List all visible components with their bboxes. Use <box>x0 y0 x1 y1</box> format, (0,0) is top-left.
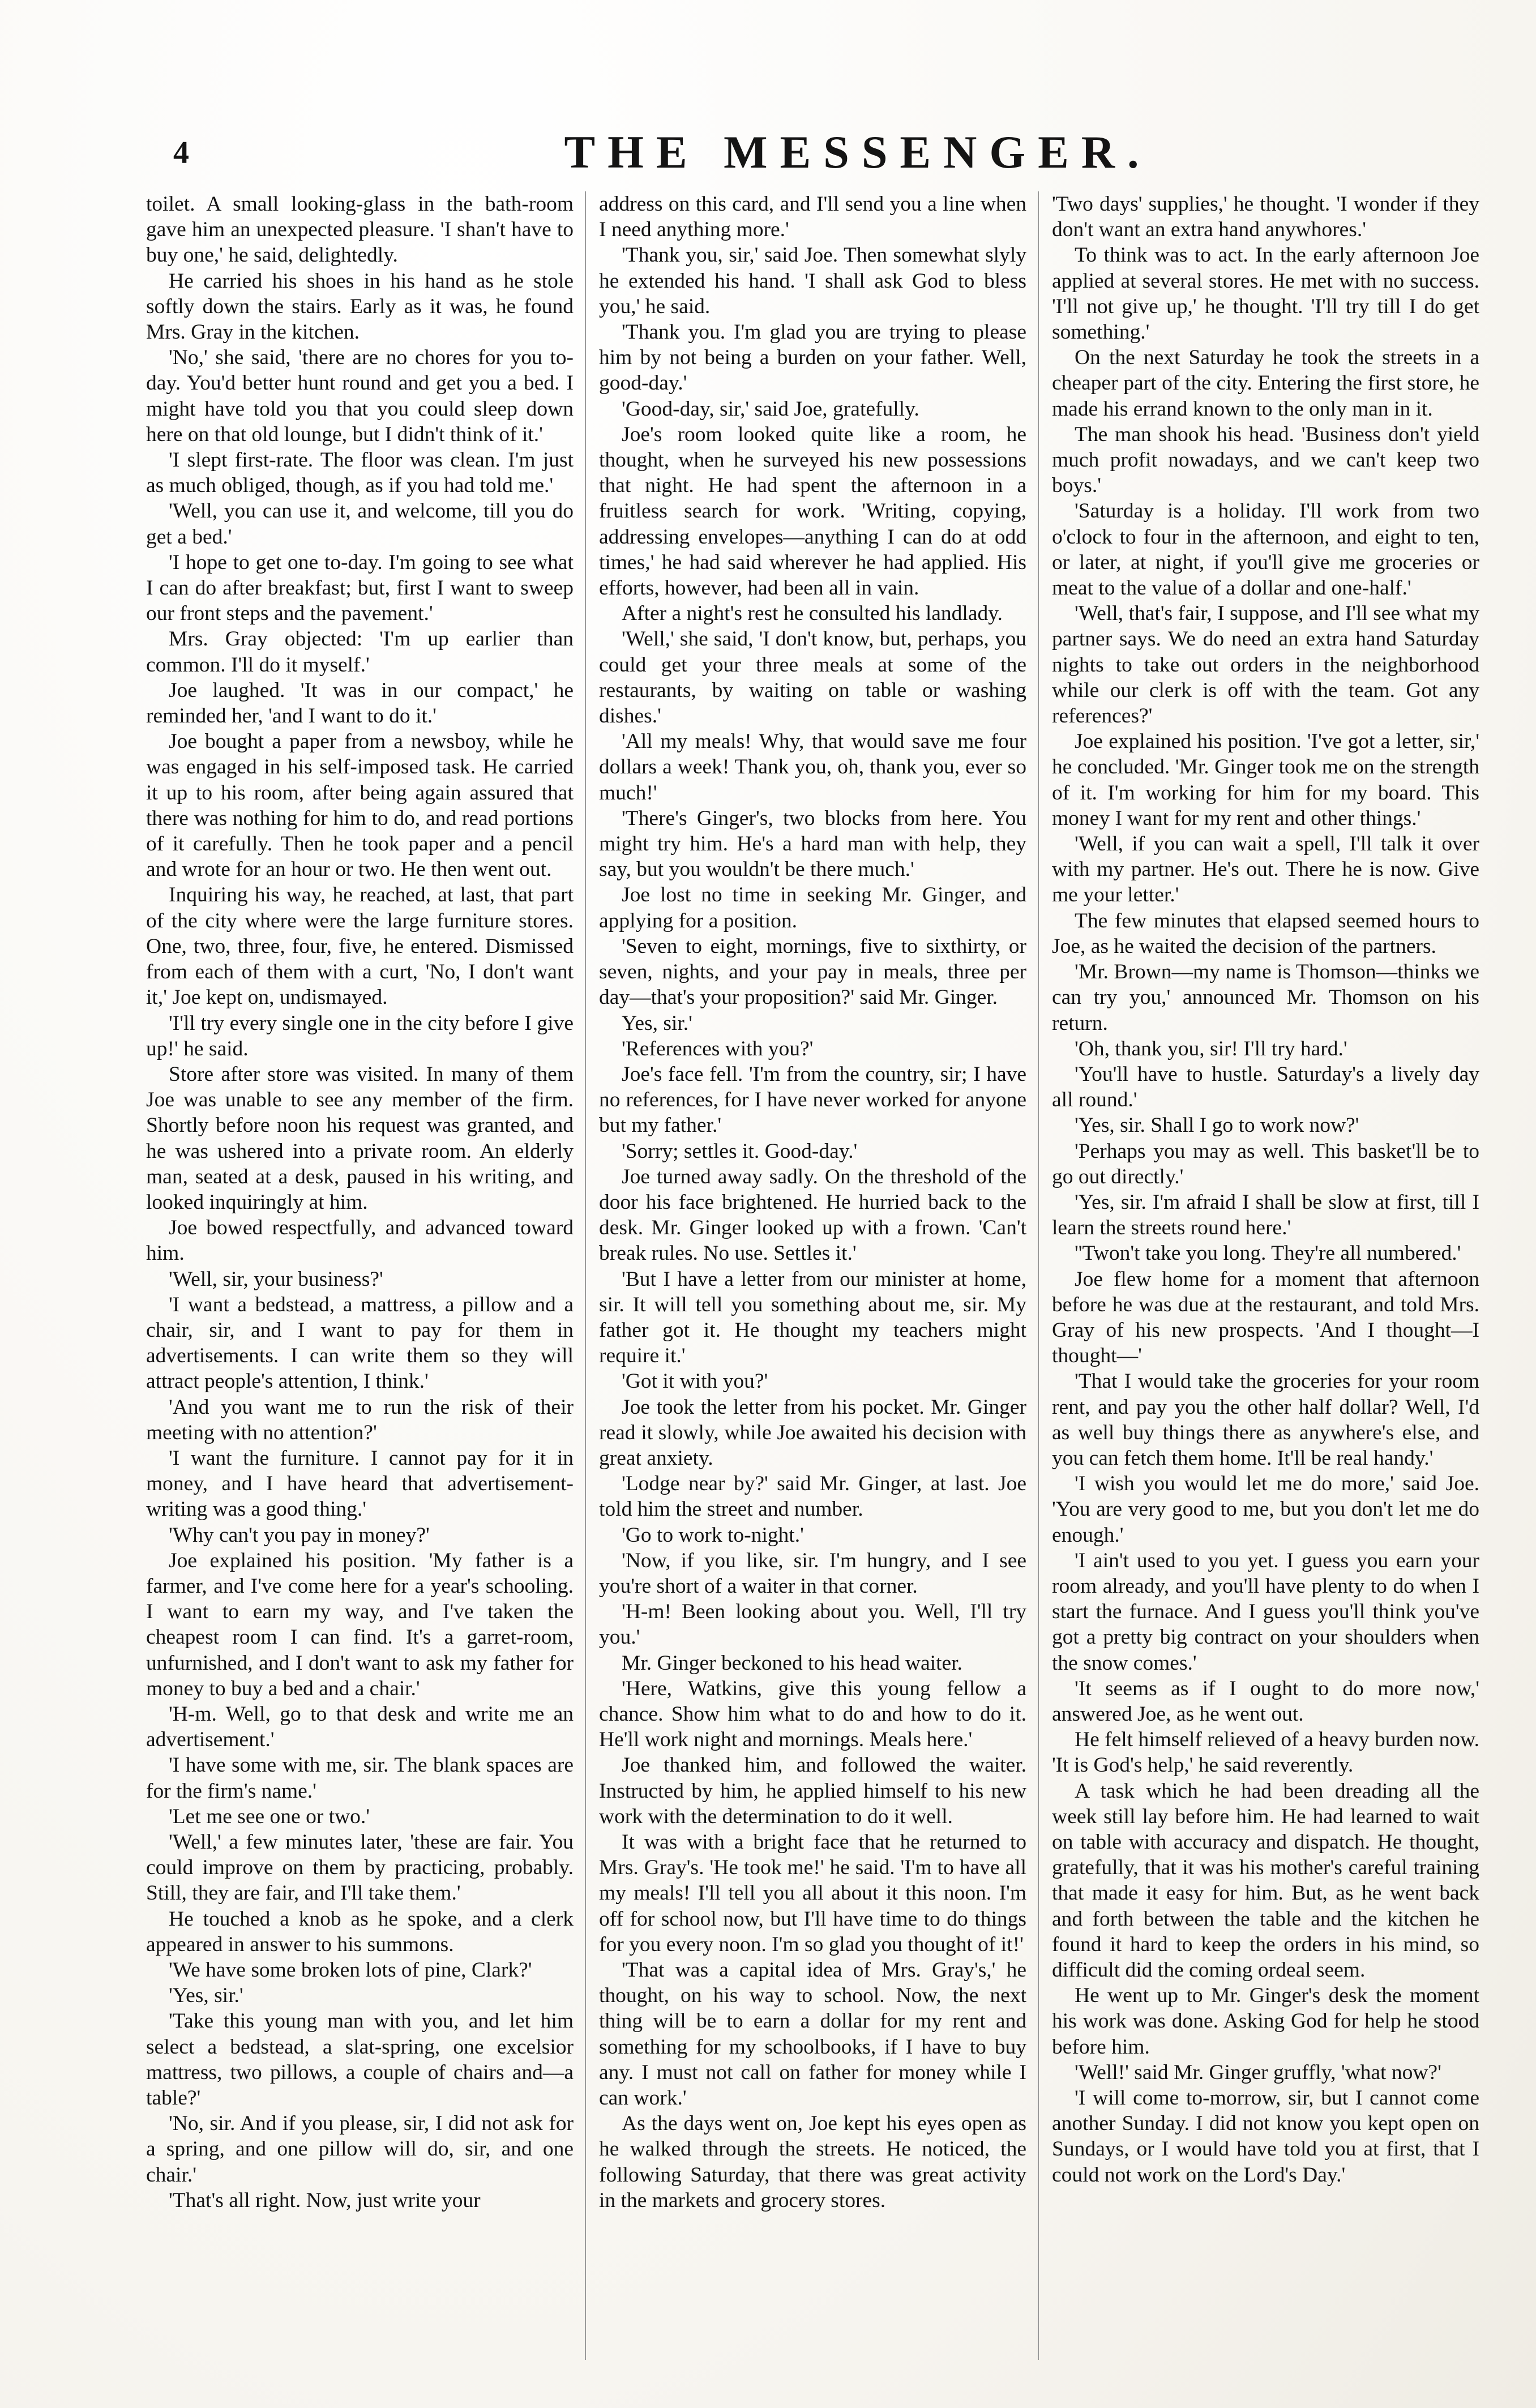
paragraph: Joe explained his position. 'I've got a letter, sir,' he concluded. 'Mr. Ginger took me on the strength of it. I'm working for him for my board. This money I want for my rent and other things.' <box>1052 730 1479 830</box>
paragraph: 'That's all right. Now, just write your <box>169 2188 481 2212</box>
paragraph: 'Yes, sir.' <box>169 1984 243 2008</box>
page-number: 4 <box>173 135 189 170</box>
paragraph: 'Well,' a few minutes later, 'these are fair. You could improve on them by practicing, probably. Still, they are fair, and I'll take them.' <box>146 1830 574 1905</box>
paragraph: 'I slept first-rate. The floor was clean. I'm just as much obliged, though, as if you had told me.' <box>146 448 574 498</box>
paragraph: Joe explained his position. 'My father is a farmer, and I've come here for a year's schooling. I want to earn my way, and I've taken the cheapest room I can find. It's a garret-room, unfurnished, and I don't want to ask my father for money to buy a bed and a chair.' <box>146 1549 574 1700</box>
paragraph: The man shook his head. 'Business don't yield much profit nowadays, and we can't keep two boys.' <box>1052 422 1479 498</box>
paragraph: Mr. Ginger beckoned to his head waiter. <box>622 1651 962 1675</box>
paragraph: 'I ain't used to you yet. I guess you earn your room already, and you'll have plenty to do when I start the furnace. And I guess you'll think you've got a pretty big contract on your shoulders when the snow comes.' <box>1052 1549 1479 1675</box>
paragraph: 'Thank you. I'm glad you are trying to please him by not being a burden on your father. Well, good-day.' <box>599 320 1026 395</box>
paragraph: 'Mr. Brown—my name is Thomson—thinks we can try you,' announced Mr. Thomson on his return. <box>1052 960 1479 1035</box>
paragraph: 'Lodge near by?' said Mr. Ginger, at last. Joe told him the street and number. <box>599 1472 1026 1521</box>
paragraph: Joe's room looked quite like a room, he thought, when he surveyed his new possessions that night. He had spent the afternoon in a fruitless search for work. 'Writing, copying, addressing envelopes—anything I can do at odd times,' he had said wherever he had applied. His efforts, however, had been all in vain. <box>599 422 1026 600</box>
paragraph: Joe laughed. 'It was in our compact,' he reminded her, 'and I want to do it.' <box>146 678 574 728</box>
paragraph: After a night's rest he consulted his landlady. <box>622 602 1003 626</box>
paragraph: 'Sorry; settles it. Good-day.' <box>622 1139 858 1163</box>
paragraph: He carried his shoes in his hand as he stole softly down the stairs. Early as it was, he found Mrs. Gray in the kitchen. <box>146 269 574 344</box>
paragraph: 'Why can't you pay in money?' <box>169 1523 430 1547</box>
paragraph: Joe thanked him, and followed the waiter. Instructed by him, he applied himself to his new work with the determination to do it well. <box>599 1753 1026 1828</box>
paragraph: 'Yes, sir. I'm afraid I shall be slow at first, till I learn the streets round here.' <box>1052 1190 1479 1240</box>
paragraph: ''Twon't take you long. They're all numbered.' <box>1075 1242 1461 1265</box>
paragraph: He went up to Mr. Ginger's desk the moment his work was done. Asking God for help he stood before him. <box>1052 1984 1479 2059</box>
paragraph: A task which he had been dreading all the week still lay before him. He had learned to wait on table with accuracy and dispatch. He thought, gratefully, that it was his mother's careful training that made it easy for him. But, as he went back and forth between the table and the kitchen he found it hard to keep the orders in his mind, so difficult did the coming ordeal seem. <box>1052 1779 1479 1982</box>
paragraph: 'Yes, sir. Shall I go to work now?' <box>1075 1114 1359 1137</box>
paragraph: As the days went on, Joe kept his eyes open as he walked through the streets. He noticed, the following Saturday, that there was great activity in the markets and grocery stores. <box>599 2112 1026 2212</box>
paragraph: Yes, sir.' <box>622 1011 692 1035</box>
article-column-1 <box>146 191 574 2366</box>
paragraph: 'But I have a letter from our minister at home, sir. It will tell you something about me, sir. My father got it. He thought my teachers might require it.' <box>599 1267 1026 1368</box>
paragraph: Joe turned away sadly. On the threshold of the door his face brightened. He hurried back to the desk. Mr. Ginger looked up with a frown. 'Can't break rules. No use. Settles it.' <box>599 1165 1026 1265</box>
paragraph: 'All my meals! Why, that would save me four dollars a week! Thank you, oh, thank you, ever so much!' <box>599 730 1026 805</box>
paragraph: He felt himself relieved of a heavy burden now. 'It is God's help,' he said reverently. <box>1052 1728 1479 1777</box>
column-divider <box>585 191 586 2360</box>
masthead-title: THE MESSENGER. <box>564 126 1152 178</box>
paragraph: 'H-m! Been looking about you. Well, I'll try you.' <box>599 1600 1026 1649</box>
paragraph: 'Let me see one or two.' <box>169 1804 370 1828</box>
paragraph: 'Here, Watkins, give this young fellow a chance. Show him what to do and how to do it. He'll work night and mornings. Meals here.' <box>599 1676 1026 1752</box>
paragraph: Joe flew home for a moment that afternoon before he was due at the restaurant, and told Mrs. Gray of his new prospects. 'And I thought—I thought—' <box>1052 1267 1479 1368</box>
paragraph: 'I want the furniture. I cannot pay for it in money, and I have heard that advertisement-writing was a good thing.' <box>146 1446 574 1521</box>
paragraph: 'There's Ginger's, two blocks from here. You might try him. He's a hard man with help, they say, but you wouldn't be there much.' <box>599 806 1026 882</box>
paragraph: 'That I would take the groceries for your room rent, and pay you the other half dollar? Well, I'd as well buy things there as anywhere's else, and you can fetch them home. It'll be real handy.' <box>1052 1370 1479 1470</box>
paragraph: He touched a knob as he spoke, and a clerk appeared in answer to his summons. <box>146 1907 574 1956</box>
paragraph: 'We have some broken lots of pine, Clark?' <box>169 1958 532 1982</box>
paragraph: 'And you want me to run the risk of their meeting with no attention?' <box>146 1395 574 1444</box>
paragraph: 'Now, if you like, sir. I'm hungry, and I see you're short of a waiter in that corner. <box>599 1549 1026 1598</box>
paragraph: 'Two days' supplies,' he thought. 'I wonder if they don't want an extra hand anywhores.' <box>1052 193 1479 242</box>
paragraph: 'Thank you, sir,' said Joe. Then somewhat slyly he extended his hand. 'I shall ask God to bless you,' he said. <box>599 243 1026 318</box>
paragraph: 'I have some with me, sir. The blank spaces are for the firm's name.' <box>146 1753 574 1803</box>
paragraph: 'Well, that's fair, I suppose, and I'll see what my partner says. We do need an extra hand Saturday nights to take out orders in the neighborhood while our clerk is off with the team. Got any references?' <box>1052 602 1479 728</box>
article-column-2 <box>599 191 1026 2366</box>
paragraph: 'Oh, thank you, sir! I'll try hard.' <box>1075 1037 1347 1060</box>
paragraph: 'Well, sir, your business?' <box>169 1267 383 1291</box>
paragraph: 'Seven to eight, mornings, five to sixthirty, or seven, nights, and your pay in meals, three per day—that's your proposition?' said Mr. Ginger. <box>599 934 1026 1010</box>
paragraph: The few minutes that elapsed seemed hours to Joe, as he waited the decision of the partners. <box>1052 909 1479 958</box>
paragraph: 'Well,' she said, 'I don't know, but, perhaps, you could get your three meals at some of the restaurants, by waiting on table or washing dishes.' <box>599 627 1026 728</box>
paragraph: 'Well, you can use it, and welcome, till you do get a bed.' <box>146 499 574 549</box>
paragraph: 'Good-day, sir,' said Joe, gratefully. <box>622 397 919 421</box>
paragraph: 'Take this young man with you, and let him select a bedstead, a slat-spring, one excelsior mattress, two pillows, a couple of chairs and—a table?' <box>146 2009 574 2110</box>
paragraph: To think was to act. In the early afternoon Joe applied at several stores. He met with no success. 'I'll not give up,' he thought. 'I'll try till I do get something.' <box>1052 243 1479 344</box>
column-divider <box>1038 191 1039 2360</box>
paragraph: 'Got it with you?' <box>622 1370 768 1393</box>
paragraph: 'You'll have to hustle. Saturday's a lively day all round.' <box>1052 1062 1479 1112</box>
paragraph: 'It seems as if I ought to do more now,' answered Joe, as he went out. <box>1052 1676 1479 1726</box>
page-header <box>164 119 1536 193</box>
paragraph: 'That was a capital idea of Mrs. Gray's,' he thought, on his way to school. Now, the next thing will be to earn a dollar for my rent and something for my schoolbooks, if I have to buy any. I must not call on father for money while I can work.' <box>599 1958 1026 2110</box>
paragraph: Inquiring his way, he reached, at last, that part of the city where were the large furniture stores. One, two, three, four, five, he entered. Dismissed from each of them with a curt, 'No, I don't want it,' Joe kept on, undismayed. <box>146 883 574 1010</box>
paragraph: 'Well!' said Mr. Ginger gruffly, 'what now?' <box>1075 2060 1441 2084</box>
paragraph: It was with a bright face that he returned to Mrs. Gray's. 'He took me!' he said. 'I'm to have all my meals! I'll tell you all about it this noon. I'm off for school now, but I'll have time to do things for you every noon. I'm so glad you thought of it!' <box>599 1830 1026 1956</box>
paragraph: 'I will come to-morrow, sir, but I cannot come another Sunday. I did not know you kept open on Sundays, or I would have told you at first, that I could not work on the Lord's Day.' <box>1052 2086 1479 2187</box>
paragraph: 'No, sir. And if you please, sir, I did not ask for a spring, and one pillow will do, sir, and one chair.' <box>146 2112 574 2187</box>
paragraph: 'I want a bedstead, a mattress, a pillow and a chair, sir, and I want to pay for them in advertisements. I can write them so they will attract people's attention, I think.' <box>146 1293 574 1393</box>
paragraph: Store after store was visited. In many of them Joe was unable to see any member of the firm. Shortly before noon his request was granted, and he was ushered into a private room. An elderly man, seated at a desk, paused in his writing, and looked inquiringly at him. <box>146 1062 574 1214</box>
paragraph: Joe's face fell. 'I'm from the country, sir; I have no references, for I have never worked for anyone but my father.' <box>599 1062 1026 1137</box>
paragraph: address on this card, and I'll send you a line when I need anything more.' <box>599 193 1026 242</box>
paragraph: 'I'll try every single one in the city before I give up!' he said. <box>146 1011 574 1060</box>
paragraph: 'References with you?' <box>622 1037 814 1060</box>
paragraph: 'Saturday is a holiday. I'll work from two o'clock to four in the afternoon, and eight to ten, or later, at night, if you'll give me groceries or meat to the value of a dollar and one-half.' <box>1052 499 1479 600</box>
paragraph: 'Go to work to-night.' <box>622 1523 804 1547</box>
paragraph: Joe bowed respectfully, and advanced toward him. <box>146 1216 574 1265</box>
paragraph: toilet. A small looking-glass in the bath-room gave him an unexpected pleasure. 'I shan't have to buy one,' he said, delightedly. <box>146 193 574 267</box>
paragraph: 'I wish you would let me do more,' said Joe. 'You are very good to me, but you don't let me do enough.' <box>1052 1472 1479 1547</box>
article-column-3 <box>1052 191 1479 2366</box>
paragraph: 'No,' she said, 'there are no chores for you to-day. You'd better hunt round and get you a bed. I might have told you that you could sleep down here on that old lounge, but I didn't think of it.' <box>146 346 574 446</box>
paragraph: Mrs. Gray objected: 'I'm up earlier than common. I'll do it myself.' <box>146 627 574 677</box>
paragraph: On the next Saturday he took the streets in a cheaper part of the city. Entering the first store, he made his errand known to the only man in it. <box>1052 346 1479 421</box>
paragraph: Joe took the letter from his pocket. Mr. Ginger read it slowly, while Joe awaited his decision with great anxiety. <box>599 1395 1026 1470</box>
article-columns <box>146 191 1536 2366</box>
paragraph: 'H-m. Well, go to that desk and write me an advertisement.' <box>146 1702 574 1752</box>
paragraph: 'Perhaps you may as well. This basket'll be to go out directly.' <box>1052 1139 1479 1188</box>
paragraph: 'Well, if you can wait a spell, I'll talk it over with my partner. He's out. There he is now. Give me your letter.' <box>1052 832 1479 907</box>
paragraph: Joe lost no time in seeking Mr. Ginger, and applying for a position. <box>599 883 1026 933</box>
paragraph: Joe bought a paper from a newsboy, while he was engaged in his self-imposed task. He carried it up to his room, after being again assured that there was nothing for him to do, and read portions of it carefully. Then he took paper and a pencil and wrote for an hour or two. He then went out. <box>146 730 574 882</box>
paragraph: 'I hope to get one to-day. I'm going to see what I can do after breakfast; but, first I want to sweep our front steps and the pavement.' <box>146 550 574 626</box>
